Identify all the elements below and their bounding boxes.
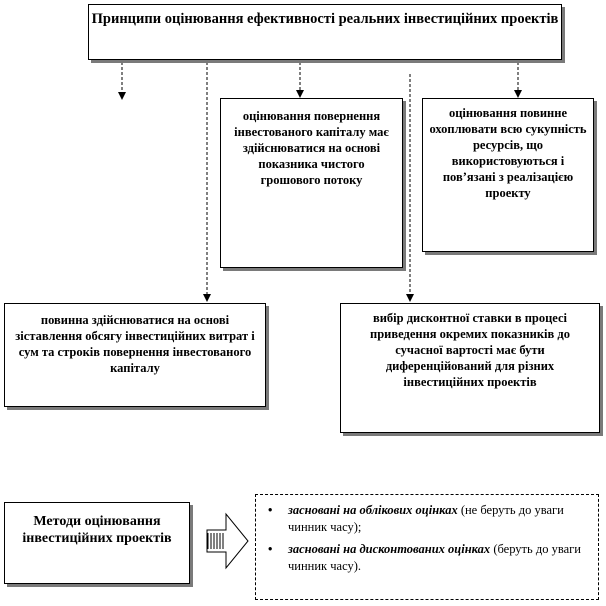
method-note: (беруть до уваги чинник часу). (288, 542, 581, 573)
list-item (266, 502, 592, 536)
principle-text: вибір дисконтної ставки в процесі приведення окремих показників до сучасної вартості має бути диференційований для різних інвестиційних проектів (370, 311, 570, 389)
principles-title-box (88, 4, 562, 60)
principle-text: оцінювання повинне охоплювати всю сукупність ресурсів, що використовуються і пов’язані з реалізацією проекту (429, 106, 587, 200)
principle-text: повинна здійснюватися на основі зіставлення обсягу інвестиційних витрат і сум та строків повернення інвестованого капіталу (15, 313, 255, 375)
principle-text: оцінювання повернення інвестованого капіталу має здійснюватися на основі показника чистого грошового потоку (234, 109, 389, 187)
method-name: засновані на облікових оцінках (288, 503, 458, 517)
method-name: засновані на дисконтованих оцінках (288, 542, 491, 556)
block-arrow (207, 514, 248, 568)
principle-box-3 (4, 303, 266, 407)
list-item (266, 541, 592, 575)
methods-list-box (255, 494, 599, 600)
methods-title: Методи оцінювання інвестиційних проектів (22, 514, 172, 546)
methods-list (266, 502, 592, 575)
principle-box-4 (340, 303, 600, 433)
bullet-icon: • (268, 542, 273, 556)
method-note: (не беруть до уваги чинник часу); (288, 503, 564, 534)
principle-box-1 (220, 98, 403, 268)
bullet-icon: • (268, 503, 273, 517)
methods-title-box (4, 502, 190, 584)
principle-box-2 (422, 98, 594, 252)
principles-title: Принципи оцінювання ефективності реальних інвестиційних проектів (91, 11, 559, 27)
